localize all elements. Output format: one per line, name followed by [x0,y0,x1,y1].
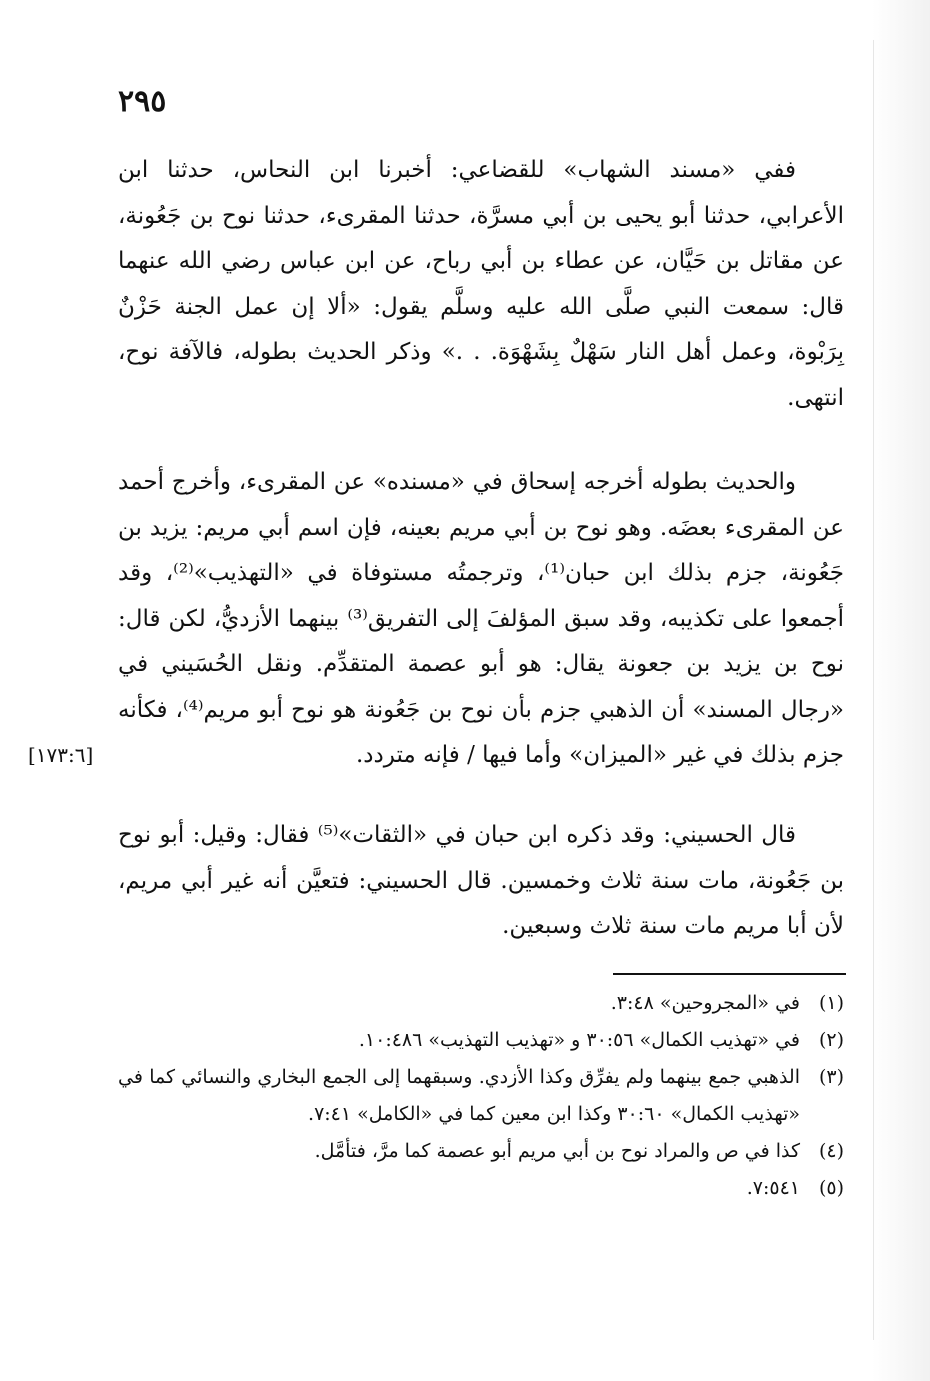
footnote-item [118,985,844,1022]
paragraph-text: والحديث بطوله أخرجه إسحاق في «مسنده» عن المقرىء، وأخرج أحمد عن المقرىء بعضَه. وهو نوح بن أبي مريم بعينه، فإن اسم أبي مريم: يزيد بن جَعُونة، جزم بذلك ابن حبان⁽¹⁾، وترجمتُه مستوفاة في «التهذيب»⁽²⁾، وقد أجمعوا على تكذيبه، وقد سبق المؤلفَ إلى التفريق⁽³⁾ بينهما الأزديُّ، لكن قال: نوح بن يزيد بن جعونة يقال: هو أبو عصمة المتقدِّم. ونقل الحُسَيني في «رجال المسند» أن الذهبي جزم بأن نوح بن جَعُونة هو نوح أبو مريم⁽⁴⁾، فكأنه جزم بذلك في غير «الميزان» وأما فيها / فإنه متردد. [118,469,845,768]
paragraph-text: ففي «مسند الشهاب» للقضاعي: أخبرنا ابن النحاس، حدثنا ابن الأعرابي، حدثنا أبو يحيى بن أبي مسرَّة، حدثنا المقرىء، حدثنا نوح بن جَعُونة، عن مقاتل بن حَيَّان، عن عطاء بن أبي رباح، عن ابن عباس رضي الله عنهما قال: سمعت النبي صلَّى الله عليه وسلَّم يقول: «ألا إن عمل الجنة حَزْنٌ بِرَبْوة، وعمل أهل النار سَهْلٌ بِشَهْوَة. . .» وذكر الحديث بطوله، فالآفة نوح، انتهى. [118,157,844,411]
margin-reference: [١٧٣:٦] [28,743,94,767]
footnote-number: (٢) [818,1029,844,1051]
page-edge-shadow [872,0,930,1381]
footnote-item [118,1133,844,1170]
body-paragraph-3 [118,813,844,950]
footnote-number: (٣) [818,1066,844,1088]
page-edge-line [873,40,874,1340]
footnotes-list [118,985,844,1207]
footnote-item [118,1022,844,1059]
footnote-number: (٤) [818,1140,844,1162]
footnote-text: الذهبي جمع بينهما ولم يفرِّق وكذا الأزدي. وسبقهما إلى الجمع البخاري والنسائي كما في «تهذيب الكمال» ٣٠:٦٠ وكذا ابن معين كما في «الكامل» ٧:٤١. [118,1066,800,1125]
body-paragraph-1 [118,148,844,421]
footnote-number: (٥) [818,1177,844,1199]
footnote-text: في «المجروحين» ٣:٤٨. [610,992,800,1014]
footnote-text: ٧:٥٤١. [746,1177,800,1199]
footnote-separator [613,973,846,975]
footnote-item [118,1170,844,1207]
footnote-item [118,1059,844,1133]
page-number: ٢٩٥ [118,84,167,119]
footnote-text: كذا في ص والمراد نوح بن أبي مريم أبو عصمة كما مرَّ، فتأمَّل. [314,1140,800,1162]
paragraph-text: قال الحسيني: وقد ذكره ابن حبان في «الثقات»⁽⁵⁾ فقال: وقيل: أبو نوح بن جَعُونة، مات سنة ثلاث وخمسين. قال الحسيني: فتعيَّن أنه غير أبي مريم، لأن أبا مريم مات سنة ثلاث وسبعين. [118,822,844,939]
footnote-text: في «تهذيب الكمال» ٣٠:٥٦ و «تهذيب التهذيب» ١٠:٤٨٦. [358,1029,800,1051]
body-paragraph-2 [118,460,844,779]
footnote-number: (١) [818,992,844,1014]
